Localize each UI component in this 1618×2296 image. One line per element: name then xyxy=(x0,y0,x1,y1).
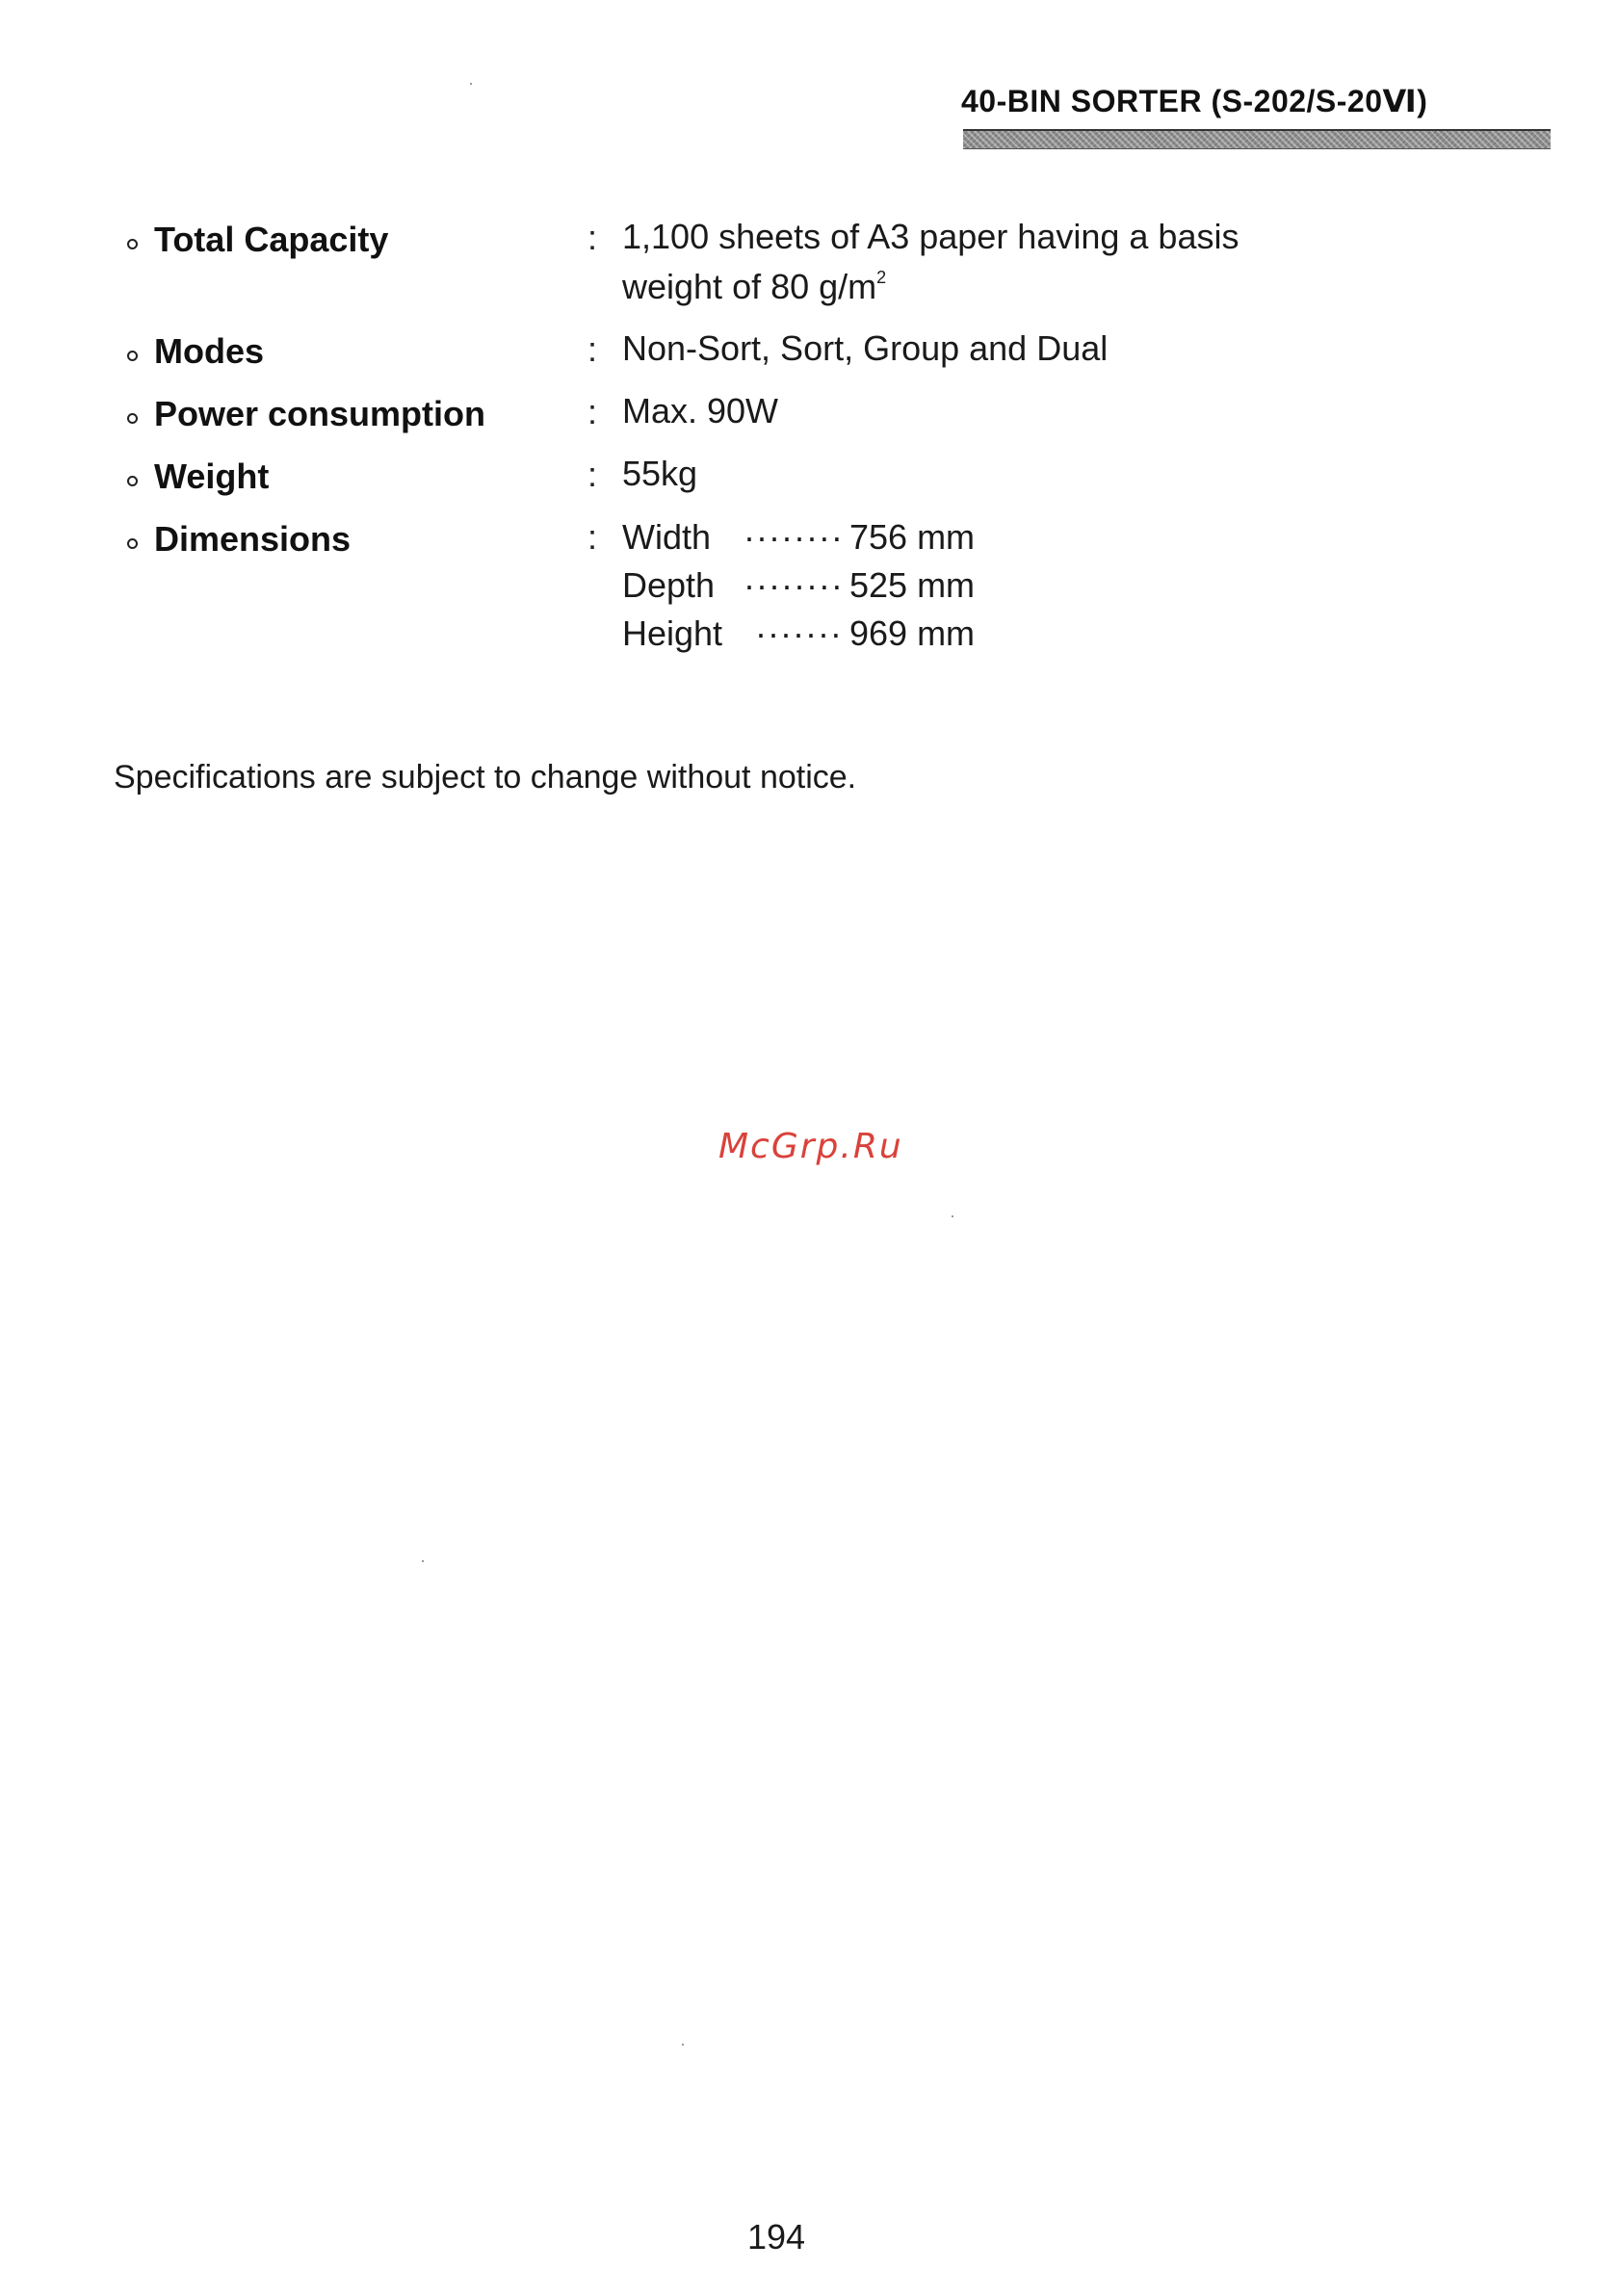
dimension-value: 756 mm xyxy=(849,517,976,557)
dimension-value: 525 mm xyxy=(849,565,976,605)
dot-leader: ········ xyxy=(744,517,844,557)
header-title: 40-BIN SORTER (S-202/S-20Ⅵ) xyxy=(961,84,1428,118)
spec-colon: : xyxy=(587,517,598,557)
spec-value-line xyxy=(622,262,1239,312)
dimension-value: 969 mm xyxy=(849,613,976,653)
spec-colon: : xyxy=(587,218,598,257)
bullet-icon xyxy=(127,538,138,549)
dot-leader: ········ xyxy=(744,565,844,605)
dimension-depth xyxy=(622,565,975,606)
bullet-icon xyxy=(127,239,138,249)
watermark: McGrp.Ru xyxy=(718,1127,903,1166)
bullet-icon xyxy=(127,413,138,424)
page-number: 194 xyxy=(747,2217,806,2257)
dimension-height xyxy=(622,613,975,654)
specifications-notice: Specifications are subject to change without notice. xyxy=(114,759,857,796)
header-rule xyxy=(963,129,1551,149)
spec-value-total-capacity xyxy=(622,212,1239,312)
spec-value-line: 1,100 sheets of A3 paper having a basis xyxy=(622,217,1240,256)
spec-colon: : xyxy=(587,329,598,369)
spec-label-dimensions: Dimensions xyxy=(154,519,352,559)
spec-value-weight: 55kg xyxy=(622,454,698,493)
dimension-width xyxy=(622,517,975,558)
scan-speck xyxy=(682,2044,684,2046)
spec-label-modes: Modes xyxy=(154,331,265,371)
dimension-name: Depth xyxy=(622,565,716,605)
dimension-name: Width xyxy=(622,517,712,557)
spec-colon: : xyxy=(587,455,598,494)
spec-colon: : xyxy=(587,392,598,431)
spec-label-total-capacity: Total Capacity xyxy=(154,220,389,259)
bullet-icon xyxy=(127,351,138,361)
spec-value-text: weight of 80 g/m xyxy=(622,267,877,306)
superscript: 2 xyxy=(876,268,887,287)
scan-speck xyxy=(422,1560,424,1562)
spec-label-weight: Weight xyxy=(154,457,270,496)
dimension-name: Height xyxy=(622,613,723,653)
dot-leader: ······· xyxy=(755,613,843,653)
scan-speck xyxy=(470,83,472,85)
scan-speck xyxy=(952,1215,953,1217)
spec-value-modes: Non-Sort, Sort, Group and Dual xyxy=(622,328,1109,368)
bullet-icon xyxy=(127,476,138,486)
spec-value-power: Max. 90W xyxy=(622,391,779,430)
spec-label-power: Power consumption xyxy=(154,394,486,433)
